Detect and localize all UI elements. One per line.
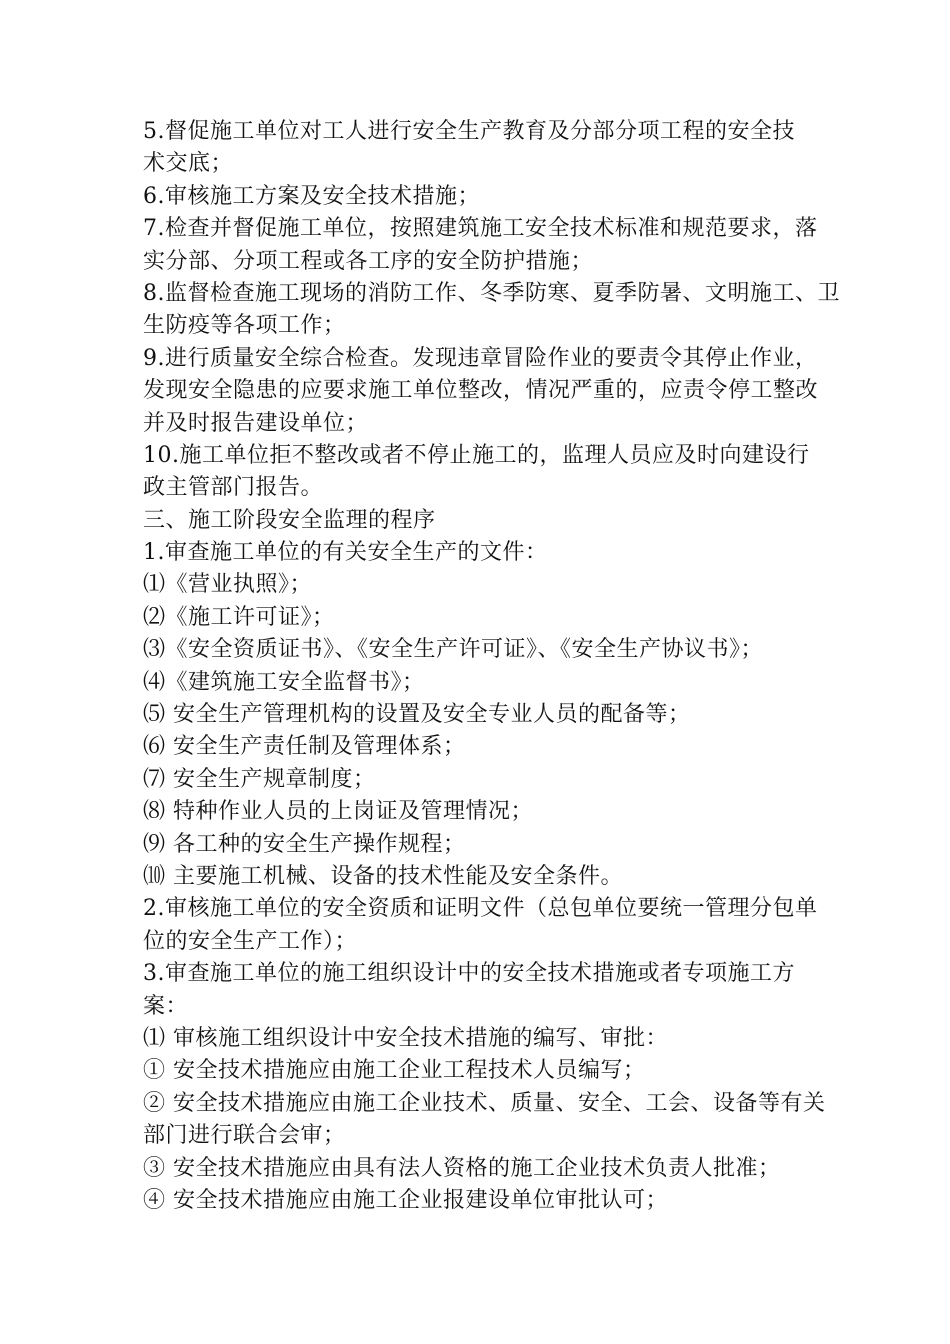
list-item: ⑹ 安全生产责任制及管理体系； (143, 734, 466, 760)
list-item: ⑻ 特种作业人员的上岗证及管理情况； (143, 799, 533, 825)
text-line: 3.审查施工单位的施工组织设计中的安全技术措施或者专项施工方 (143, 961, 795, 987)
text-line: 部门进行联合会审； (143, 1123, 346, 1149)
list-item: ⑴ 审核施工组织设计中安全技术措施的编写、审批： (143, 1025, 668, 1051)
text-line: 7.检查并督促施工单位，按照建筑施工安全技术标准和规范要求，落 (143, 216, 818, 242)
text-line: 术交底； (143, 151, 234, 177)
text-line: 实分部、分项工程或各工序的安全防护措施； (143, 248, 594, 274)
list-item: ③ 安全技术措施应由具有法人资格的施工企业技术负责人批准； (143, 1155, 781, 1181)
list-item: ② 安全技术措施应由施工企业技术、质量、安全、工会、设备等有关 (143, 1090, 826, 1116)
list-item: ⑼ 各工种的安全生产操作规程； (143, 831, 466, 857)
list-item: ⑶《安全资质证书》、《安全生产许可证》、《安全生产协议书》； (143, 637, 764, 663)
text-line: 生防疫等各项工作； (143, 313, 346, 339)
text-line: 8.监督检查施工现场的消防工作、冬季防寒、夏季防暑、文明施工、卫 (143, 280, 840, 306)
text-line: 并及时报告建设单位； (143, 410, 369, 436)
list-item: ⑷《建筑施工安全监督书》； (143, 669, 425, 695)
text-line: 政主管部门报告。 (143, 475, 324, 501)
text-line: 1.审查施工单位的有关安全生产的文件： (143, 540, 548, 566)
text-line: 6.审核施工方案及安全技术措施； (143, 183, 480, 209)
list-item: ⑸ 安全生产管理机构的设置及安全专业人员的配备等； (143, 702, 691, 728)
list-item: ⑺ 安全生产规章制度； (143, 766, 376, 792)
list-item: ⑵《施工许可证》； (143, 604, 335, 630)
text-line: 发现安全隐患的应要求施工单位整改，情况严重的，应责令停工整改 (143, 378, 819, 404)
text-line: 2.审核施工单位的安全资质和证明文件（总包单位要统一管理分包单 (143, 896, 818, 922)
text-line: 案： (143, 993, 189, 1019)
list-item: ④ 安全技术措施应由施工企业报建设单位审批认可； (143, 1187, 668, 1213)
document-body (143, 116, 840, 1217)
text-line: 10.施工单位拒不整改或者不停止施工的，监理人员应及时向建设行 (143, 442, 810, 468)
list-item: ① 安全技术措施应由施工企业工程技术人员编写； (143, 1058, 646, 1084)
section-heading: 三、施工阶段安全监理的程序 (143, 507, 436, 533)
text-line: 9.进行质量安全综合检查。发现违章冒险作业的要责令其停止作业， (143, 345, 818, 371)
list-item: ⑽ 主要施工机械、设备的技术性能及安全条件。 (143, 863, 623, 889)
text-line: 位的安全生产工作）； (143, 928, 358, 954)
list-item: ⑴《营业执照》； (143, 572, 313, 598)
text-line: 5.督促施工单位对工人进行安全生产教育及分部分项工程的安全技 (143, 119, 795, 144)
